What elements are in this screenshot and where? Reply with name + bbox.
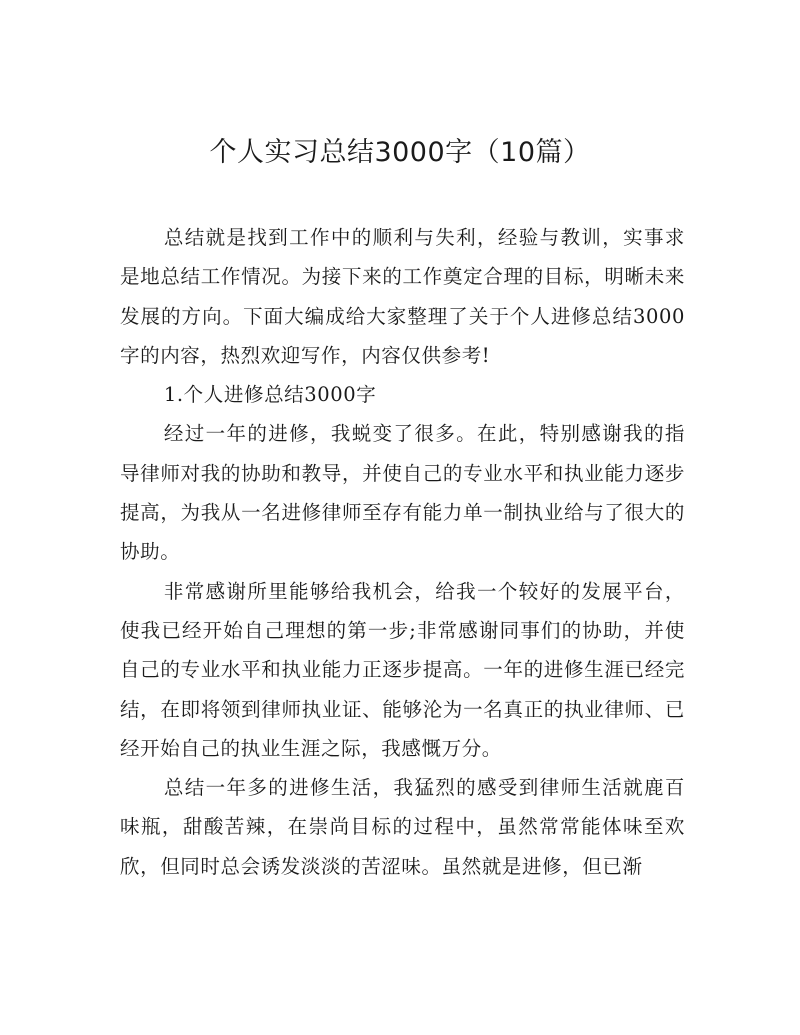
section-heading: 1.个人进修总结3000字	[163, 383, 377, 407]
body-paragraph: 经过一年的进修，我蜕变了很多。在此，特别感谢我的指导律师对我的协助和教导，并使自己的专业水平和执业能力逐步提高，为我从一名进修律师至存有能力单一制执业给与了很大的协助。	[120, 422, 685, 564]
body-paragraph: 总结一年多的进修生活，我猛烈的感受到律师生活就鹿百味瓶，甜酸苦辣，在崇尚目标的过程中，虽然常常能体味至欢欣，但同时总会诱发淡淡的苦涩味。虽然就是进修，但已渐	[120, 776, 685, 878]
document-title: 个人实习总结3000字（10篇）	[209, 137, 591, 168]
body-paragraph: 非常感谢所里能够给我机会，给我一个较好的发展平台，使我已经开始自己理想的第一步;非常感谢同事们的协助，并使自己的专业水平和执业能力正逐步提高。一年的进修生涯已经完结，在即将领到律师执业证、能够沦为一名真正的执业律师、已经开始自己的执业生涯之际，我感慨万分。	[120, 579, 685, 760]
intro-paragraph: 总结就是找到工作中的顺利与失利，经验与教训，实事求是地总结工作情况。为接下来的工作奠定合理的目标，明晰未来发展的方向。下面大编成给大家整理了关于个人进修总结3000字的内容，热烈欢迎写作，内容仅供参考!	[120, 226, 685, 367]
document-body	[120, 218, 685, 886]
